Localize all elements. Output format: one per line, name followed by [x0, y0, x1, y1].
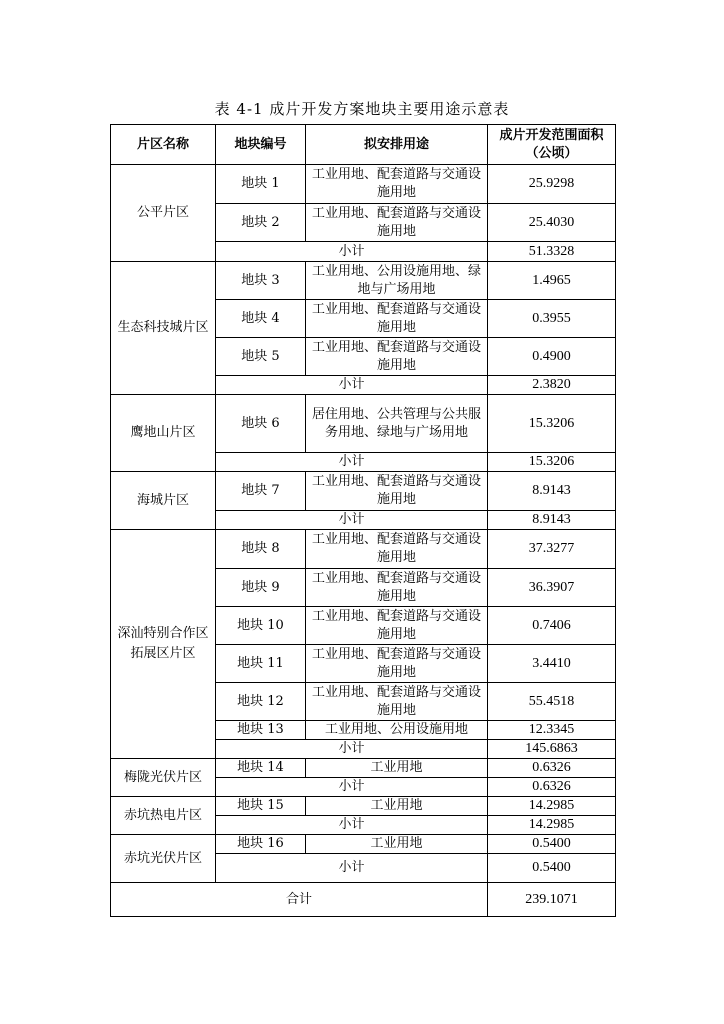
plot-id-cell: 地块 10	[216, 607, 306, 645]
table-row	[111, 395, 616, 453]
land-use-table	[110, 124, 616, 917]
subtotal-label: 小计	[216, 511, 488, 530]
plot-id-cell: 地块 14	[216, 759, 306, 778]
total-label: 合计	[111, 883, 488, 917]
table-row	[111, 530, 616, 569]
header-zone: 片区名称	[111, 125, 216, 165]
plot-use-cell: 工业用地	[306, 835, 488, 854]
plot-use-cell: 工业用地	[306, 797, 488, 816]
page-title: 表 4-1 成片开发方案地块主要用途示意表	[214, 100, 510, 118]
subtotal-label: 小计	[216, 376, 488, 395]
zone-name-cell: 深汕特别合作区拓展区片区	[111, 530, 216, 759]
subtotal-value: 8.9143	[488, 511, 616, 530]
table-row	[111, 797, 616, 816]
plot-use-cell: 工业用地、配套道路与交通设施用地	[306, 472, 488, 511]
subtotal-label: 小计	[216, 242, 488, 262]
plot-use-cell: 工业用地、公用设施用地、绿地与广场用地	[306, 262, 488, 300]
plot-area-cell: 15.3206	[488, 395, 616, 453]
plot-use-cell: 居住用地、公共管理与公共服务用地、绿地与广场用地	[306, 395, 488, 453]
zone-name-cell: 海城片区	[111, 472, 216, 530]
plot-area-cell: 0.4900	[488, 338, 616, 376]
plot-id-cell: 地块 7	[216, 472, 306, 511]
zone-name-cell: 公平片区	[111, 165, 216, 262]
subtotal-label: 小计	[216, 778, 488, 797]
plot-area-cell: 25.4030	[488, 204, 616, 242]
plot-area-cell: 0.5400	[488, 835, 616, 854]
plot-use-cell: 工业用地、配套道路与交通设施用地	[306, 683, 488, 721]
plot-use-cell: 工业用地、配套道路与交通设施用地	[306, 607, 488, 645]
plot-use-cell: 工业用地、公用设施用地	[306, 721, 488, 740]
plot-use-cell: 工业用地、配套道路与交通设施用地	[306, 204, 488, 242]
plot-id-cell: 地块 15	[216, 797, 306, 816]
header-row	[111, 125, 616, 165]
subtotal-value: 2.3820	[488, 376, 616, 395]
table-body	[111, 165, 616, 917]
table-row	[111, 835, 616, 854]
plot-id-cell: 地块 16	[216, 835, 306, 854]
plot-area-cell: 3.4410	[488, 645, 616, 683]
table-row	[111, 165, 616, 204]
zone-name-cell: 赤坑热电片区	[111, 797, 216, 835]
plot-area-cell: 36.3907	[488, 569, 616, 607]
subtotal-label: 小计	[216, 854, 488, 883]
plot-use-cell: 工业用地、配套道路与交通设施用地	[306, 569, 488, 607]
total-row	[111, 883, 616, 917]
zone-name-cell: 梅陇光伏片区	[111, 759, 216, 797]
plot-area-cell: 1.4965	[488, 262, 616, 300]
plot-id-cell: 地块 9	[216, 569, 306, 607]
plot-id-cell: 地块 2	[216, 204, 306, 242]
table-row	[111, 472, 616, 511]
plot-id-cell: 地块 12	[216, 683, 306, 721]
plot-area-cell: 0.6326	[488, 759, 616, 778]
plot-use-cell: 工业用地	[306, 759, 488, 778]
plot-id-cell: 地块 1	[216, 165, 306, 204]
zone-name-cell: 生态科技城片区	[111, 262, 216, 395]
subtotal-label: 小计	[216, 816, 488, 835]
plot-use-cell: 工业用地、配套道路与交通设施用地	[306, 645, 488, 683]
plot-area-cell: 0.7406	[488, 607, 616, 645]
plot-id-cell: 地块 11	[216, 645, 306, 683]
subtotal-value: 145.6863	[488, 740, 616, 759]
plot-area-cell: 25.9298	[488, 165, 616, 204]
header-plot: 地块编号	[216, 125, 306, 165]
plot-id-cell: 地块 13	[216, 721, 306, 740]
subtotal-value: 51.3328	[488, 242, 616, 262]
plot-id-cell: 地块 6	[216, 395, 306, 453]
subtotal-value: 14.2985	[488, 816, 616, 835]
header-area: 成片开发范围面积（公顷）	[488, 125, 616, 165]
plot-area-cell: 55.4518	[488, 683, 616, 721]
plot-id-cell: 地块 8	[216, 530, 306, 569]
total-value: 239.1071	[488, 883, 616, 917]
subtotal-value: 15.3206	[488, 453, 616, 472]
plot-area-cell: 0.3955	[488, 300, 616, 338]
table-row	[111, 759, 616, 778]
plot-use-cell: 工业用地、配套道路与交通设施用地	[306, 300, 488, 338]
subtotal-label: 小计	[216, 740, 488, 759]
plot-use-cell: 工业用地、配套道路与交通设施用地	[306, 338, 488, 376]
zone-name-cell: 赤坑光伏片区	[111, 835, 216, 883]
plot-id-cell: 地块 3	[216, 262, 306, 300]
plot-area-cell: 12.3345	[488, 721, 616, 740]
header-use: 拟安排用途	[306, 125, 488, 165]
plot-area-cell: 8.9143	[488, 472, 616, 511]
zone-name-cell: 鹰地山片区	[111, 395, 216, 472]
subtotal-value: 0.5400	[488, 854, 616, 883]
subtotal-value: 0.6326	[488, 778, 616, 797]
plot-id-cell: 地块 5	[216, 338, 306, 376]
plot-use-cell: 工业用地、配套道路与交通设施用地	[306, 530, 488, 569]
plot-area-cell: 14.2985	[488, 797, 616, 816]
subtotal-label: 小计	[216, 453, 488, 472]
table-row	[111, 262, 616, 300]
plot-use-cell: 工业用地、配套道路与交通设施用地	[306, 165, 488, 204]
plot-id-cell: 地块 4	[216, 300, 306, 338]
plot-area-cell: 37.3277	[488, 530, 616, 569]
